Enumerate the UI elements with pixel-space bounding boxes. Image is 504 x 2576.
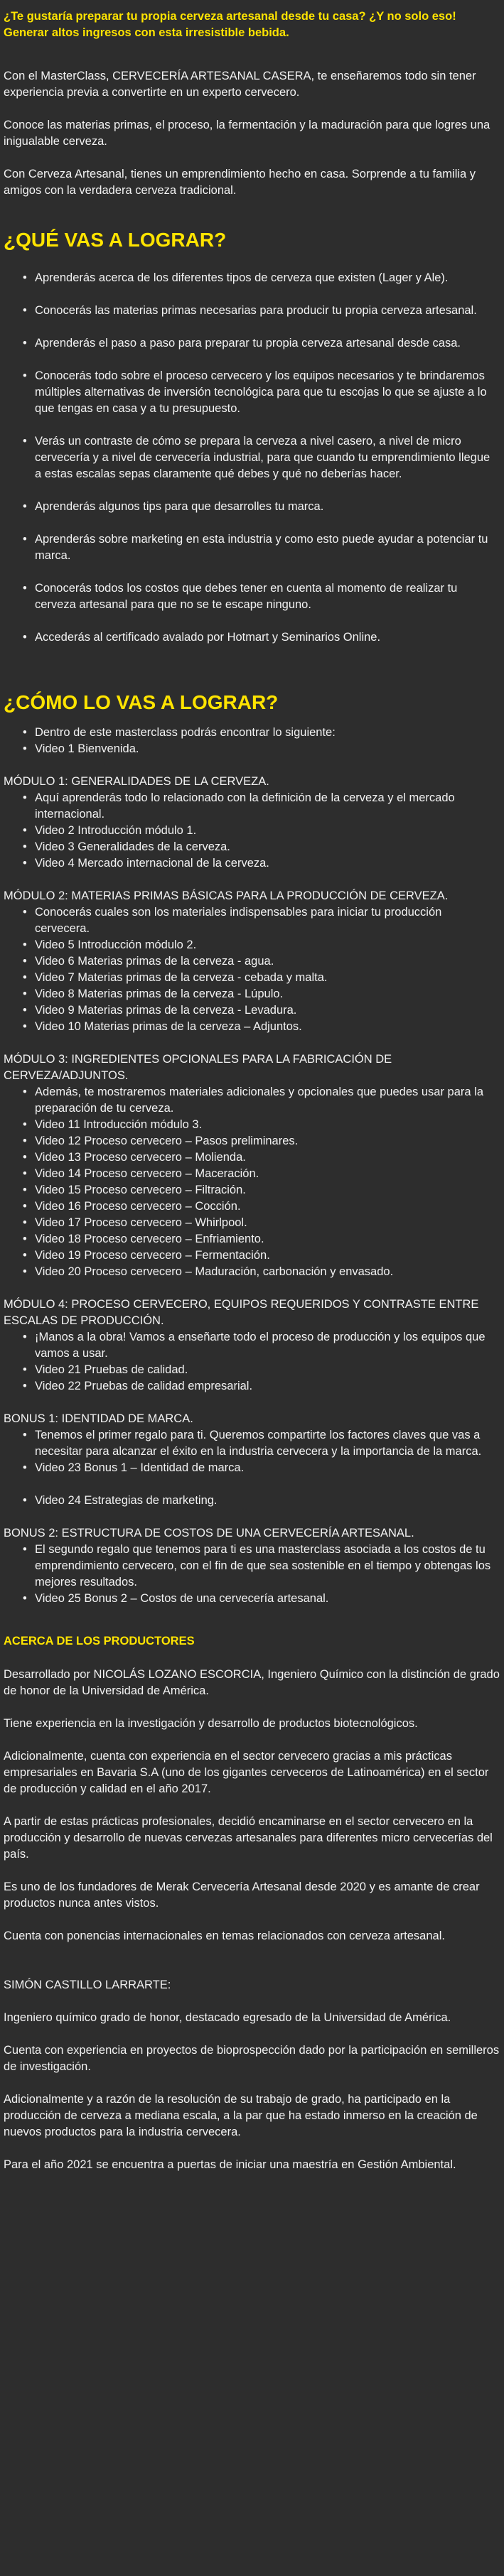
list-item: • Video 14 Proceso cervecero – Maceración. <box>4 1166 500 1182</box>
list-item: • Dentro de este masterclass podrás encontrar lo siguiente: <box>4 725 500 741</box>
list-item: • Aquí aprenderás todo lo relacionado con la definición de la cerveza y el mercado internacional. <box>4 790 500 823</box>
module-2 <box>4 888 500 1035</box>
list-item: • Video 9 Materias primas de la cerveza - Levadura. <box>4 1002 500 1019</box>
list-item: • Video 12 Proceso cervecero – Pasos preliminares. <box>4 1133 500 1149</box>
second-producer-name: SIMÓN CASTILLO LARRARTE: <box>4 1979 171 1991</box>
producer-paragraph: Es uno de los fundadores de Merak Cervecería Artesanal desde 2020 y es amante de crear productos nunca antes vistos. <box>4 1880 480 1910</box>
list-item: • Aprenderás sobre marketing en esta industria y como esto puede ayudar a potenciar tu marca. <box>4 531 500 564</box>
list-item: • Video 5 Introducción módulo 2. <box>4 937 500 953</box>
list-item: • Aprenderás acerca de los diferentes tipos de cerveza que existen (Lager y Ale). <box>4 270 500 286</box>
list-item: • Conocerás las materias primas necesarias para producir tu propia cerveza artesanal. <box>4 303 500 319</box>
intro-paragraph: Con el MasterClass, CERVECERÍA ARTESANAL CASERA, te enseñaremos todo sin tener experiencia previa a convertirte en un experto cervecero. <box>4 70 476 99</box>
list-item: • Video 25 Bonus 2 – Costos de una cervecería artesanal. <box>4 1591 500 1607</box>
list-item: • Video 6 Materias primas de la cerveza - agua. <box>4 953 500 970</box>
module-3 <box>4 1051 500 1280</box>
list-item: • Tenemos el primer regalo para ti. Queremos compartirte los factores claves que vas a necesitar para alcanzar el éxito en la industria cervecera y la importancia de la marca. <box>4 1427 500 1460</box>
producer-paragraph: Adicionalmente, cuenta con experiencia en el sector cervecero gracias a mis prácticas empresariales en Bavaria S.A (uno de los gigantes cerveceros de Latinoamérica) en el sector de producción y calidad en el año 2017. <box>4 1750 489 1795</box>
list-item: • Accederás al certificado avalado por Hotmart y Seminarios Online. <box>4 629 500 646</box>
list-item: • Verás un contraste de cómo se prepara la cerveza a nivel casero, a nivel de micro cervecería y a nivel de cervecería industrial, para que cuando tu emprendimiento llegue a estas escalas sepas claramente qué debes y qué no deberías hacer. <box>4 433 500 482</box>
module-title: BONUS 2: ESTRUCTURA DE COSTOS DE UNA CERVECERÍA ARTESANAL. <box>4 1527 414 1539</box>
que-lograr-list <box>4 270 500 646</box>
section-heading-productores: ACERCA DE LOS PRODUCTORES <box>4 1635 195 1647</box>
list-item: • Video 8 Materias primas de la cerveza - Lúpulo. <box>4 986 500 1002</box>
module-1 <box>4 774 500 872</box>
producer-paragraph: Cuenta con experiencia en proyectos de bioprospección dado por la participación en semilleros de investigación. <box>4 2044 500 2073</box>
list-item: • Video 4 Mercado internacional de la cerveza. <box>4 855 500 872</box>
module-title: BONUS 1: IDENTIDAD DE MARCA. <box>4 1412 193 1425</box>
module-4 <box>4 1297 500 1395</box>
list-item: • Video 15 Proceso cervecero – Filtración. <box>4 1182 500 1198</box>
section-heading-como-lograr: ¿CÓMO LO VAS A LOGRAR? <box>4 691 279 713</box>
list-item: • Video 21 Pruebas de calidad. <box>4 1362 500 1378</box>
module-title: MÓDULO 4: PROCESO CERVECERO, EQUIPOS REQUERIDOS Y CONTRASTE ENTRE ESCALAS DE PRODUCCIÓN. <box>4 1298 479 1327</box>
list-item: • ¡Manos a la obra! Vamos a enseñarte todo el proceso de producción y los equipos que vamos a usar. <box>4 1329 500 1362</box>
producer-paragraph: Desarrollado por NICOLÁS LOZANO ESCORCIA, Ingeniero Químico con la distinción de grado de honor de la Universidad de América. <box>4 1668 500 1697</box>
producer-paragraph: A partir de estas prácticas profesionales, decidió encaminarse en el sector cervecero en la producción y desarrollo de nuevas cervezas artesanales para diferentes micro cervecerías del país. <box>4 1815 493 1861</box>
list-item: • Aprenderás el paso a paso para preparar tu propia cerveza artesanal desde casa. <box>4 335 500 352</box>
intro-question: ¿Te gustaría preparar tu propia cerveza artesanal desde tu casa? ¿Y no solo eso! Generar altos ingresos con esta irresistible bebida. <box>4 10 456 39</box>
list-item: • Video 16 Proceso cervecero – Cocción. <box>4 1198 500 1215</box>
list-item: • Conocerás cuales son los materiales indispensables para iniciar tu producción cervecera. <box>4 904 500 937</box>
list-item: • Video 22 Pruebas de calidad empresarial. <box>4 1378 500 1395</box>
list-item: • Video 1 Bienvenida. <box>4 741 500 757</box>
producer-paragraph: Para el año 2021 se encuentra a puertas de iniciar una maestría en Gestión Ambiental. <box>4 2158 456 2171</box>
producer-paragraph: Ingeniero químico grado de honor, destacado egresado de la Universidad de América. <box>4 2011 451 2024</box>
module-title: MÓDULO 2: MATERIAS PRIMAS BÁSICAS PARA LA PRODUCCIÓN DE CERVEZA. <box>4 889 449 902</box>
list-item: • Conocerás todo sobre el proceso cervecero y los equipos necesarios y te brindaremos múltiples alternativas de inversión tecnológica para que tu escojas lo que se ajuste a lo que tengas en casa y a tu presupuesto. <box>4 368 500 417</box>
intro-paragraph: Conoce las materias primas, el proceso, la fermentación y la maduración para que logres una inigualable cerveza. <box>4 119 490 148</box>
list-item: • Video 7 Materias primas de la cerveza - cebada y malta. <box>4 970 500 986</box>
list-item: • Video 17 Proceso cervecero – Whirlpool. <box>4 1215 500 1231</box>
list-item: • Video 13 Proceso cervecero – Molienda. <box>4 1149 500 1166</box>
list-item: • Aprenderás algunos tips para que desarrolles tu marca. <box>4 499 500 515</box>
list-item: • Video 19 Proceso cervecero – Fermentación. <box>4 1248 500 1264</box>
list-item: • Además, te mostraremos materiales adicionales y opcionales que puedes usar para la preparación de tu cerveza. <box>4 1084 500 1117</box>
bonus-2 <box>4 1525 500 1607</box>
producer-paragraph: Tiene experiencia en la investigación y desarrollo de productos biotecnológicos. <box>4 1717 418 1730</box>
list-item: • Video 24 Estrategias de marketing. <box>4 1493 500 1509</box>
producer-paragraph: Adicionalmente y a razón de la resolución de su trabajo de grado, ha participado en la producción de cerveza a mediana escala, a la par que ha estado inmerso en la creación de nuevos productos para la industria cervecera. <box>4 2093 478 2138</box>
section-heading-que-lograr: ¿QUÉ VAS A LOGRAR? <box>4 229 227 251</box>
list-item: • Video 10 Materias primas de la cerveza – Adjuntos. <box>4 1019 500 1035</box>
bonus-1 <box>4 1411 500 1509</box>
list-item: • Video 3 Generalidades de la cerveza. <box>4 839 500 855</box>
list-item: • Conocerás todos los costos que debes tener en cuenta al momento de realizar tu cerveza artesanal para que no se te escape ninguno. <box>4 580 500 613</box>
list-item: • Video 11 Introducción módulo 3. <box>4 1117 500 1133</box>
list-item: • Video 23 Bonus 1 – Identidad de marca. <box>4 1460 500 1476</box>
list-item: • El segundo regalo que tenemos para ti es una masterclass asociada a los costos de tu emprendimiento cervecero, con el fin de que sea sostenible en el tiempo y obtengas los mejores resultados. <box>4 1542 500 1591</box>
producer-paragraph: Cuenta con ponencias internacionales en temas relacionados con cerveza artesanal. <box>4 1930 445 1942</box>
module-title: MÓDULO 3: INGREDIENTES OPCIONALES PARA LA FABRICACIÓN DE CERVEZA/ADJUNTOS. <box>4 1053 392 1082</box>
module-title: MÓDULO 1: GENERALIDADES DE LA CERVEZA. <box>4 775 269 788</box>
list-item: • Video 20 Proceso cervecero – Maduración, carbonación y envasado. <box>4 1264 500 1280</box>
list-item: • Video 18 Proceso cervecero – Enfriamiento. <box>4 1231 500 1248</box>
intro-paragraph: Con Cerveza Artesanal, tienes un emprendimiento hecho en casa. Sorprende a tu familia y amigos con la verdadera cerveza tradicional. <box>4 168 476 197</box>
list-item: • Video 2 Introducción módulo 1. <box>4 823 500 839</box>
como-lograr-intro-list <box>4 725 500 757</box>
